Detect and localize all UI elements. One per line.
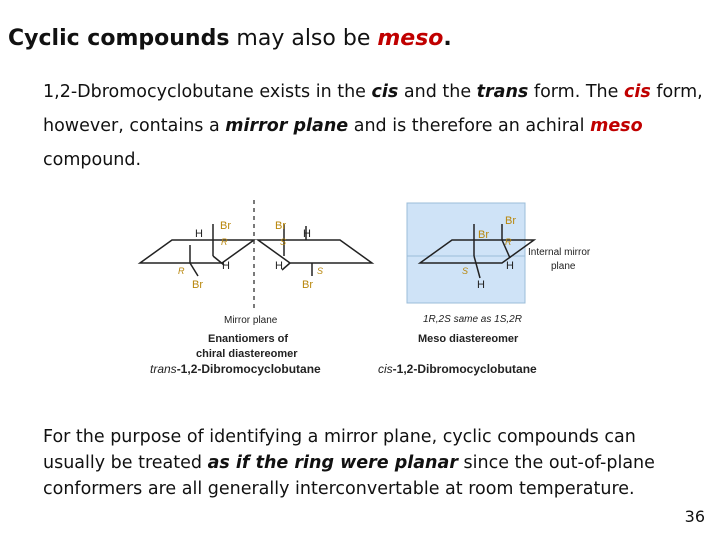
title-end: . xyxy=(443,26,452,51)
atom-h: H xyxy=(303,228,311,240)
stereo-label: S xyxy=(317,266,324,276)
para2-planar: as if the ring were planar xyxy=(207,453,458,473)
internal-mirror-label-line1: Internal mirror xyxy=(528,247,591,258)
atom-h: H xyxy=(275,260,283,272)
caption-trans-name: trans-1,2-Dibromocyclobutane xyxy=(150,362,321,376)
para1-cis-2: cis xyxy=(623,82,651,102)
atom-h: H xyxy=(195,228,203,240)
caption-meso: Meso diastereomer xyxy=(418,333,519,345)
para1-meso: meso xyxy=(590,116,643,136)
same-as-label: 1R,2S same as 1S,2R xyxy=(423,314,522,325)
title-middle: may also be xyxy=(229,26,378,51)
mirror-plane-label: Mirror plane xyxy=(224,315,278,326)
stereo-label: R xyxy=(178,266,185,276)
atom-h: H xyxy=(506,260,514,272)
para1-text-5: and is therefore an achiral xyxy=(348,116,591,136)
planar-paragraph xyxy=(43,424,703,502)
atom-br: Br xyxy=(192,279,203,291)
atom-br: Br xyxy=(220,220,231,232)
caption-enantiomers-line1: Enantiomers of xyxy=(208,333,289,345)
caption-enantiomers-line2: chiral diastereomer xyxy=(196,348,298,360)
atom-br: Br xyxy=(478,229,489,241)
atom-br: Br xyxy=(275,220,286,232)
para2-text-1: For the purpose of identifying a mirror plane, cyclic compounds can usually be treated xyxy=(43,427,636,473)
para2-text-2: since the out-of-plane conformers are all generally interconvertable at room temperature. xyxy=(43,453,655,499)
stereo-label: S xyxy=(462,266,469,276)
internal-mirror-label-line2: plane xyxy=(551,261,576,272)
para1-mirror-plane: mirror plane xyxy=(225,116,349,136)
atom-h: H xyxy=(477,279,485,291)
para1-text-4: form, however, contains a xyxy=(43,82,703,136)
para1-text-2: and the xyxy=(398,82,477,102)
stereo-label: S xyxy=(280,237,287,247)
page-number: 36 xyxy=(684,507,705,526)
cyclobutane-ring-left xyxy=(140,240,254,263)
title-bold: Cyclic compounds xyxy=(8,26,230,51)
atom-br: Br xyxy=(302,279,313,291)
caption-cis-name: cis-1,2-Dibromocyclobutane xyxy=(378,362,537,376)
para1-cis-1: cis xyxy=(371,82,399,102)
title-meso: meso xyxy=(377,26,444,51)
atom-br: Br xyxy=(505,215,516,227)
stereo-label: R xyxy=(221,237,228,247)
stereo-label: R xyxy=(505,237,512,247)
para1-trans: trans xyxy=(476,82,529,102)
atom-h: H xyxy=(222,260,230,272)
para1-text-3: form. The xyxy=(528,82,624,102)
para1-text-6: compound. xyxy=(43,150,142,170)
para1-text-1: 1,2-Dbromocyclobutane exists in the xyxy=(43,82,372,102)
